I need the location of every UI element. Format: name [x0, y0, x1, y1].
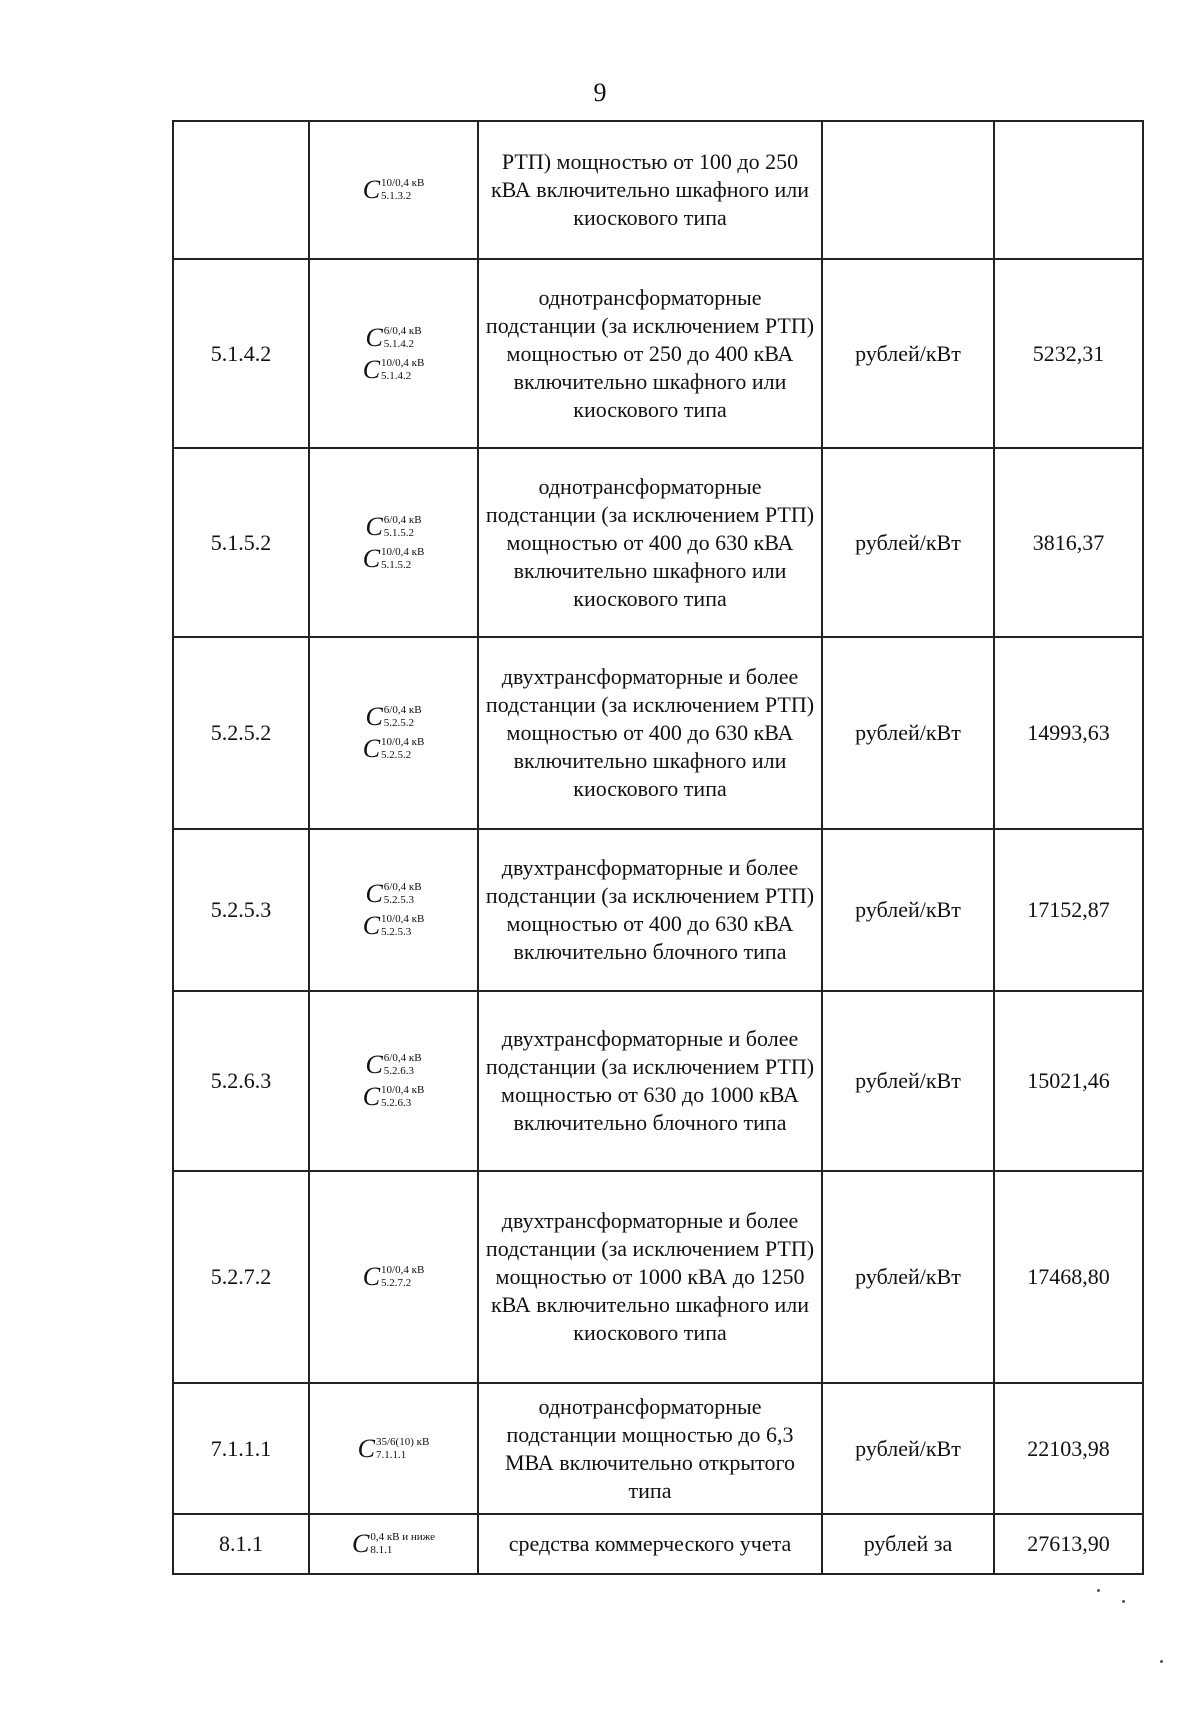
- rate-symbol-index: 5.1.5.2: [381, 558, 412, 571]
- rate-symbol: [357, 1433, 430, 1463]
- rate-symbol-voltage: 0,4 кВ и ниже: [370, 1531, 436, 1543]
- rate-symbol-base: C: [365, 1050, 383, 1079]
- table-row: [173, 1383, 1143, 1514]
- scan-dot: [1122, 1600, 1125, 1603]
- row-unit: [822, 121, 994, 259]
- rate-symbol-base: C: [365, 702, 383, 731]
- table-row: [173, 259, 1143, 448]
- rate-symbol: [362, 543, 425, 573]
- row-formula-cell: [309, 1514, 478, 1574]
- row-value: 27613,90: [994, 1514, 1143, 1574]
- rate-symbol-voltage: 10/0,4 кВ: [381, 1264, 425, 1276]
- rate-symbol-base: C: [362, 175, 381, 204]
- rate-symbol: [352, 1531, 435, 1557]
- rate-symbol: [362, 354, 425, 384]
- row-value: [994, 121, 1143, 259]
- row-unit: рублей/кВт: [822, 1383, 994, 1514]
- rate-symbol-voltage: 10/0,4 кВ: [381, 913, 425, 925]
- rate-symbol-voltage: 10/0,4 кВ: [381, 736, 425, 748]
- tariff-table: [172, 120, 1144, 1575]
- rate-symbol: [365, 881, 421, 907]
- row-code: 5.2.5.3: [173, 829, 309, 991]
- row-unit: рублей за: [822, 1514, 994, 1574]
- rate-symbol-voltage: 6/0,4 кВ: [383, 704, 422, 716]
- row-value: 15021,46: [994, 991, 1143, 1171]
- row-unit: рублей/кВт: [822, 448, 994, 637]
- rate-symbol-index: 5.2.5.3: [383, 894, 415, 906]
- row-code: 5.2.5.2: [173, 637, 309, 829]
- row-code: 7.1.1.1: [173, 1383, 309, 1514]
- row-code: 5.2.6.3: [173, 991, 309, 1171]
- rate-symbol-index: 5.1.4.2: [383, 337, 415, 350]
- table-row: [173, 121, 1143, 259]
- rate-symbol-index: 5.2.6.3: [381, 1097, 412, 1109]
- rate-symbol: [365, 704, 421, 730]
- rate-symbol-base: C: [362, 1082, 381, 1111]
- row-unit: рублей/кВт: [822, 259, 994, 448]
- row-description: двухтрансформаторные и более подстанции (за исключением РТП) мощностью от 400 до 630 кВА включительно шкафного или киоскового типа: [478, 637, 822, 829]
- rate-symbol-index: 5.2.5.2: [381, 749, 412, 761]
- row-code: 8.1.1: [173, 1514, 309, 1574]
- row-description: РТП) мощностью от 100 до 250 кВА включительно шкафного или киоскового типа: [478, 121, 822, 259]
- rate-symbol-voltage: 6/0,4 кВ: [383, 1052, 422, 1064]
- rate-symbol-voltage: 35/6(10) кВ: [376, 1435, 430, 1448]
- rate-symbol-index: 7.1.1.1: [376, 1448, 407, 1461]
- rate-symbol-index: 5.1.4.2: [381, 369, 412, 382]
- rate-symbol-index: 5.2.5.2: [383, 717, 415, 729]
- row-description: двухтрансформаторные и более подстанции (за исключением РТП) мощностью от 1000 кВА до 1250 кВА включительно шкафного или киоскового типа: [478, 1171, 822, 1383]
- row-value: 17468,80: [994, 1171, 1143, 1383]
- rate-symbol-index: 5.2.7.2: [381, 1277, 412, 1289]
- table-row: [173, 1171, 1143, 1383]
- rate-symbol-base: C: [362, 354, 381, 384]
- rate-symbol-base: C: [357, 1433, 375, 1463]
- row-value: 22103,98: [994, 1383, 1143, 1514]
- rate-symbol-index: 5.2.5.3: [381, 926, 412, 938]
- rate-symbol: [365, 322, 422, 352]
- table-row: [173, 637, 1143, 829]
- rate-symbol-base: C: [362, 1262, 381, 1291]
- table-row: [173, 1514, 1143, 1574]
- row-value: 3816,37: [994, 448, 1143, 637]
- row-unit: рублей/кВт: [822, 991, 994, 1171]
- table-row: [173, 448, 1143, 637]
- row-formula-cell: [309, 637, 478, 829]
- rate-symbol-voltage: 6/0,4 кВ: [383, 513, 422, 526]
- tariff-table-body: [173, 121, 1143, 1574]
- rate-symbol-index: 8.1.1: [370, 1544, 393, 1556]
- row-formula-cell: [309, 448, 478, 637]
- row-description: однотрансформаторные подстанции (за исключением РТП) мощностью от 400 до 630 кВА включительно шкафного или киоскового типа: [478, 448, 822, 637]
- row-description: двухтрансформаторные и более подстанции (за исключением РТП) мощностью от 400 до 630 кВА включительно блочного типа: [478, 829, 822, 991]
- rate-symbol-base: C: [365, 879, 383, 908]
- row-unit: рублей/кВт: [822, 1171, 994, 1383]
- row-code: [173, 121, 309, 259]
- rate-symbol-base: C: [362, 543, 381, 573]
- rate-symbol-base: C: [351, 1529, 370, 1558]
- rate-symbol-base: C: [362, 911, 381, 940]
- rate-symbol: [363, 913, 425, 939]
- row-description: средства коммерческого учета: [478, 1514, 822, 1574]
- row-code: 5.1.5.2: [173, 448, 309, 637]
- row-unit: рублей/кВт: [822, 829, 994, 991]
- rate-symbol-base: C: [365, 511, 383, 541]
- rate-symbol-voltage: 10/0,4 кВ: [381, 177, 425, 189]
- row-value: 17152,87: [994, 829, 1143, 991]
- row-formula-cell: [309, 829, 478, 991]
- rate-symbol-voltage: 6/0,4 кВ: [383, 324, 422, 337]
- scan-dot: [1160, 1660, 1163, 1663]
- row-description: однотрансформаторные подстанции (за исключением РТП) мощностью от 250 до 400 кВА включительно шкафного или киоскового типа: [478, 259, 822, 448]
- rate-symbol-index: 5.1.5.2: [383, 526, 415, 539]
- row-formula-cell: [309, 991, 478, 1171]
- rate-symbol: [363, 736, 425, 762]
- rate-symbol: [363, 1084, 425, 1110]
- table-row: [173, 829, 1143, 991]
- rate-symbol: [365, 1052, 421, 1078]
- rate-symbol: [363, 1264, 425, 1290]
- row-unit: рублей/кВт: [822, 637, 994, 829]
- row-code: 5.1.4.2: [173, 259, 309, 448]
- row-value: 14993,63: [994, 637, 1143, 829]
- rate-symbol: [365, 511, 422, 541]
- rate-symbol-base: C: [362, 734, 381, 763]
- row-formula-cell: [309, 121, 478, 259]
- row-code: 5.2.7.2: [173, 1171, 309, 1383]
- row-formula-cell: [309, 1171, 478, 1383]
- row-value: 5232,31: [994, 259, 1143, 448]
- table-row: [173, 991, 1143, 1171]
- scan-dot: [1097, 1589, 1100, 1592]
- page-number: 9: [593, 78, 607, 107]
- row-formula-cell: [309, 259, 478, 448]
- rate-symbol-index: 5.1.3.2: [381, 190, 412, 202]
- rate-symbol-base: C: [365, 322, 383, 352]
- rate-symbol-voltage: 10/0,4 кВ: [381, 545, 425, 558]
- rate-symbol-voltage: 10/0,4 кВ: [381, 356, 425, 369]
- rate-symbol-voltage: 6/0,4 кВ: [383, 881, 422, 893]
- rate-symbol-index: 5.2.6.3: [383, 1065, 415, 1077]
- row-description: однотрансформаторные подстанции мощностью до 6,3 МВА включительно открытого типа: [478, 1383, 822, 1514]
- row-formula-cell: [309, 1383, 478, 1514]
- row-description: двухтрансформаторные и более подстанции (за исключением РТП) мощностью от 630 до 1000 кВА включительно блочного типа: [478, 991, 822, 1171]
- rate-symbol: [363, 177, 425, 203]
- rate-symbol-voltage: 10/0,4 кВ: [381, 1084, 425, 1096]
